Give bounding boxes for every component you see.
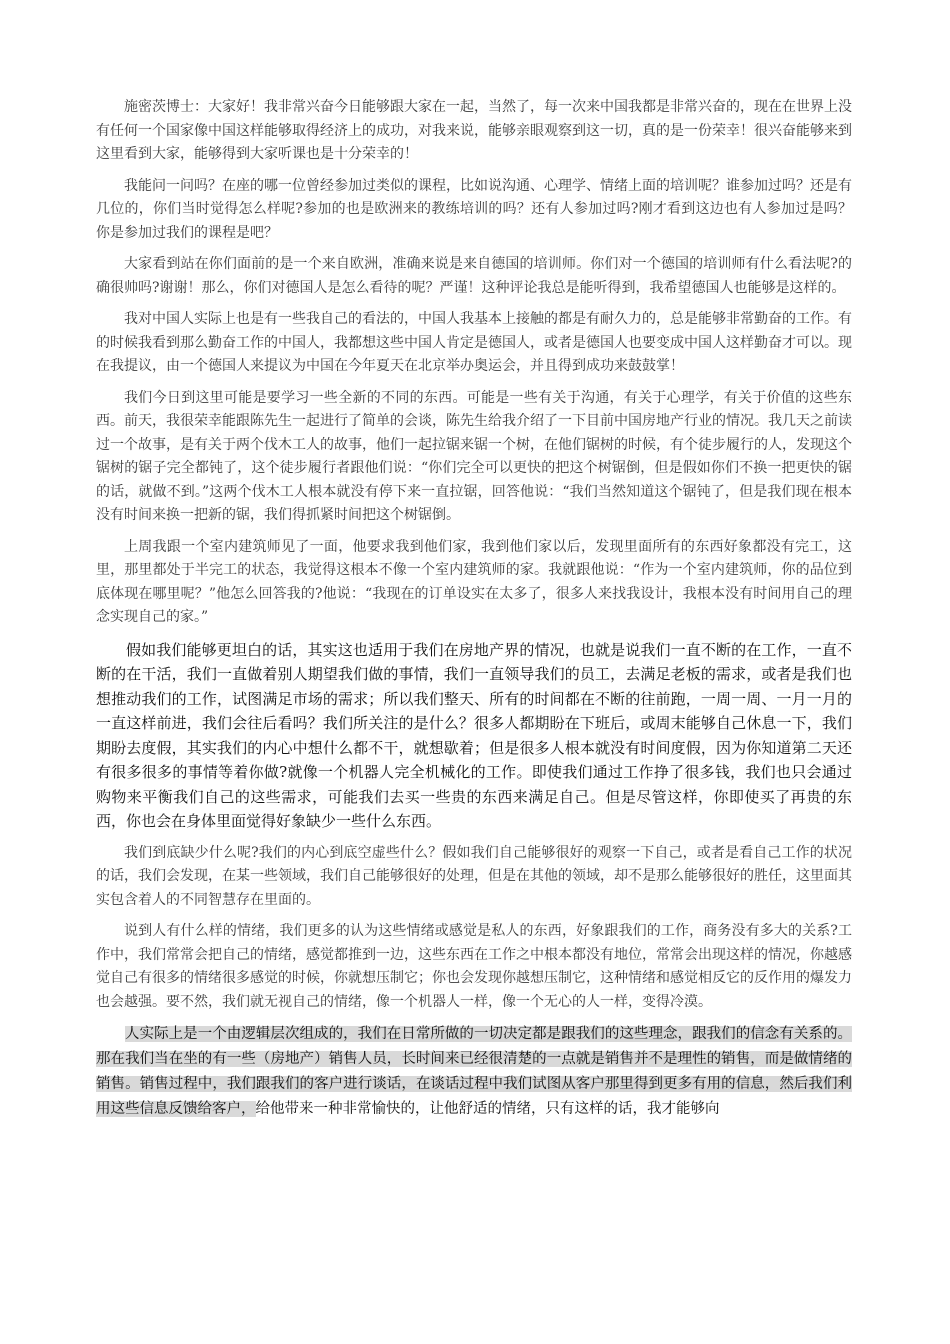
paragraph-lumberjack-story: 我们今日到这里可能是要学习一些全新的不同的东西。可能是一些有关于沟通，有关于心理学，有关于价值的这些东西。前天，我很荣幸能跟陈先生一起进行了简单的会谈，陈先生给我介绍了一下目前中国房地产行业的情况。我几天之前读过一个故事，是有关于两个伐木工人的故事，他们一起拉锯来锯一个树，在他们锯树的时候，有个徒步履行的人，发现这个锯树的锯子完全都钝了，这个徒步履行者跟他们说：“你们完全可以更快的把这个树锯倒，但是假如你们不换一把更快的锯的话，就做不到。”这两个伐木工人根本就没有停下来一直拉锯，回答他说：“我们当然知道这个锯钝了，但是我们现在根本没有时间来换一把新的锯，我们得抓紧时间把这个树锯倒。	[96, 389, 852, 523]
paragraph-german-trainer: 大家看到站在你们面前的是一个来自欧洲，准确来说是来自德国的培训师。你们对一个德国的培训师有什么看法呢?的确很帅吗?谢谢！那么，你们对德国人是怎么看待的呢？严谨！这种评论我总是能听得到，我希望德国人也能够是这样的。	[96, 256, 852, 296]
paragraph-chinese-people: 我对中国人实际上也是有一些我自己的看法的，中国人我基本上接触的都是有耐久力的，总是能够非常勤奋的工作。有的时候我看到那么勤奋工作的中国人，我都想这些中国人肯定是德国人，或者是德国人也要变成中国人这样勤奋才可以。现在我提议，由一个德国人来提议为中国在今年夏天在北京举办奥运会，并且得到成功来鼓鼓掌！	[96, 311, 852, 374]
paragraph-logical-levels	[96, 1022, 852, 1122]
paragraph-architect-story: 上周我跟一个室内建筑师见了一面，他要求我到他们家，我到他们家以后，发现里面所有的东西好象都没有完工，这里，那里都处于半完工的状态，我觉得这根本不像一个室内建筑师的家。我就跟他说：“作为一个室内建筑师，你的品位到底体现在哪里呢？”他怎么回答我的?他说：“我现在的订单设实在太多了，很多人来找我设计，我根本没有时间用自己的理念实现自己的家。”	[96, 538, 852, 625]
paragraph-what-is-missing: 我们到底缺少什么呢?我们的内心到底空虚些什么？假如我们自己能够很好的观察一下自己，或者是看自己工作的状况的话，我们会发现，在某一些领域，我们自己能够很好的处理，但是在其他的领域，却不是那么能够很好的胜任，这里面其实包含着人的不同智慧存在里面的。	[96, 844, 852, 908]
paragraph-emotions: 说到人有什么样的情绪，我们更多的认为这些情绪或感觉是私人的东西，好象跟我们的工作，商务没有多大的关系?工作中，我们常常会把自己的情绪，感觉都推到一边，这些东西在工作之中根本都没有地位，常常会出现这样的情况，你越感觉自己有很多的情绪很多感觉的时候，你就想压制它；你也会发现你越想压制它，这种情绪和感觉相反它的反作用的爆发力也会越强。要不然，我们就无视自己的情绪，像一个机器人一样，像一个无心的人一样，变得冷漠。	[96, 923, 852, 1010]
highlighted-text: 人实际上是一个由逻辑层次组成的，我们在日常所做的一切决定都是跟我们的这些理念，跟我们的信念有关系的。那在我们当在坐的有一些（房地产）销售人员，长时间来已经很清楚的一点就是销售并不是理性的销售，而是做情绪的销售。销售过程中，我们跟我们的客户进行谈话，在谈话过程中我们试图从客户那里得到更多有用的信息，然后我们利用这些信息反馈给客户，	[96, 1026, 852, 1117]
document-page	[96, 96, 852, 1130]
paragraph-question: 我能问一问吗？在座的哪一位曾经参加过类似的课程，比如说沟通、心理学、情绪上面的培训呢？谁参加过吗？还是有几位的，你们当时觉得怎么样呢?参加的也是欧洲来的教练培训的吗？还有人参加过吗?刚才看到这边也有人参加过是吗？你是参加过我们的课程是吧？	[96, 177, 852, 241]
unhighlighted-text: 给他带来一种非常愉快的，让他舒适的情绪，只有这样的话，我才能够向	[255, 1101, 720, 1117]
paragraph-real-estate: 假如我们能够更坦白的话，其实这也适用于我们在房地产界的情况，也就是说我们一直不断的在工作，一直不断的在干活，我们一直做着别人期望我们做的事情，我们一直领导我们的员工，去满足老板的需求，或者是我们也想推动我们的工作，试图满足市场的需求；所以我们整天、所有的时间都在不断的往前跑，一周一周、一月一月的一直这样前进，我们会往后看吗？我们所关注的是什么？很多人都期盼在下班后，或周末能够自己休息一下，我们期盼去度假，其实我们的内心中想什么都不干，就想歇着；但是很多人根本就没有时间度假，因为你知道第二天还有很多很多的事情等着你做?就像一个机器人完全机械化的工作。即使我们通过工作挣了很多钱，我们也只会通过购物来平衡我们自己的这些需求，可能我们去买一些贵的东西来满足自己。但是尽管这样，你即使买了再贵的东西，你也会在身体里面觉得好象缺少一些什么东西。	[96, 640, 852, 830]
paragraph-intro: 施密茨博士：大家好！我非常兴奋今日能够跟大家在一起，当然了，每一次来中国我都是非常兴奋的，现在在世界上没有任何一个国家像中国这样能够取得经济上的成功，对我来说，能够亲眼观察到这一切，真的是一份荣幸！很兴奋能够来到这里看到大家，能够得到大家听课也是十分荣幸的！	[96, 99, 852, 162]
